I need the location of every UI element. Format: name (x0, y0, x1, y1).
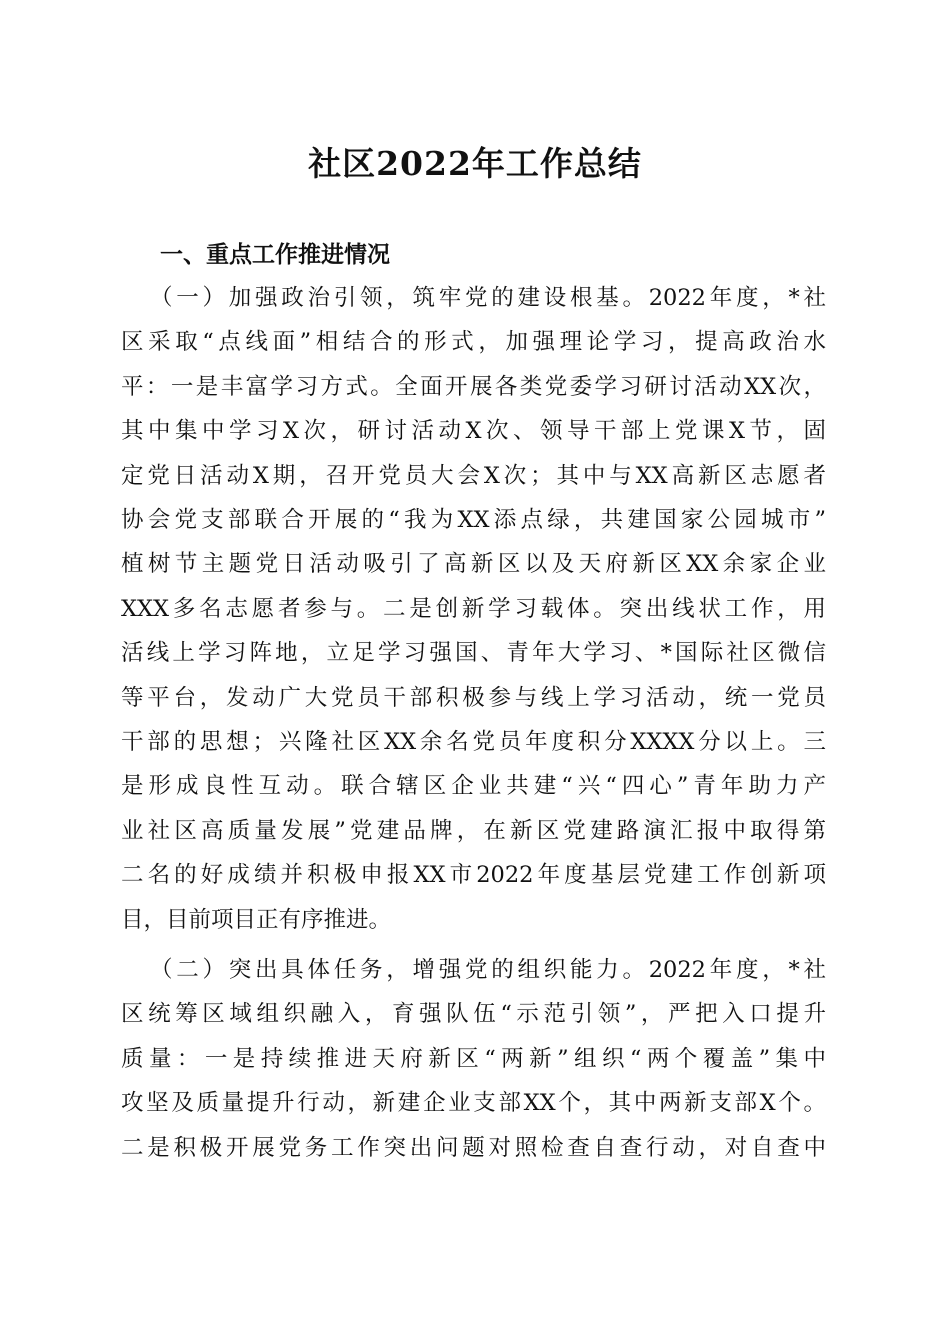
paragraph-line: （一）加强政治引领，筑牢党的建设根基。2022年度，*社 (150, 285, 826, 311)
paragraph-line: 其中集中学习X次，研讨活动X次、领导干部上党课X节，固 (121, 418, 826, 445)
paragraph-line: 二是积极开展党务工作突出问题对照检查自查行动，对自查中 (121, 1134, 826, 1161)
paragraph-line: 干部的思想；兴隆社区XX余名党员年度积分XXXX分以上。三 (121, 729, 826, 755)
paragraph-line: 平：一是丰富学习方式。全面开展各类党委学习研讨活动XX次， (121, 373, 826, 400)
paragraph-line: 协会党支部联合开展的“我为XX添点绿，共建国家公园城市” (121, 507, 826, 533)
section-heading: 一、重点工作推进情况 (160, 242, 390, 268)
document-title: 社区2022年工作总结 (308, 144, 642, 183)
paragraph-line: 活线上学习阵地，立足学习强国、青年大学习、*国际社区微信 (121, 640, 826, 667)
paragraph-line: 业社区高质量发展”党建品牌，在新区党建路演汇报中取得第 (121, 817, 826, 844)
paragraph-line: 等平台，发动广大党员干部积极参与线上学习活动，统一党员 (121, 684, 826, 711)
paragraph-line: 二名的好成绩并积极申报XX市2022年度基层党建工作创新项 (121, 862, 826, 889)
paragraph-line: 目，目前项目正有序推进。 (121, 906, 392, 933)
paragraph-line: 攻坚及质量提升行动，新建企业支部XX个，其中两新支部X个。 (121, 1090, 826, 1117)
paragraph-line: （二）突出具体任务，增强党的组织能力。2022年度，*社 (150, 957, 826, 983)
paragraph-line: 质量：一是持续推进天府新区“两新”组织“两个覆盖”集中 (121, 1045, 826, 1072)
paragraph-line: 区采取“点线面”相结合的形式，加强理论学习，提高政治水 (121, 329, 826, 356)
paragraph-line: 定党日活动X期，召开党员大会X次；其中与XX高新区志愿者 (121, 462, 826, 489)
paragraph-line: XXX多名志愿者参与。二是创新学习载体。突出线状工作，用 (121, 595, 826, 622)
paragraph-line: 是形成良性互动。联合辖区企业共建“兴“四心”青年助力产 (121, 773, 826, 800)
paragraph-line: 区统筹区域组织融入，育强队伍“示范引领”，严把入口提升 (121, 1001, 826, 1028)
paragraph-line: 植树节主题党日活动吸引了高新区以及天府新区XX余家企业 (121, 551, 826, 578)
